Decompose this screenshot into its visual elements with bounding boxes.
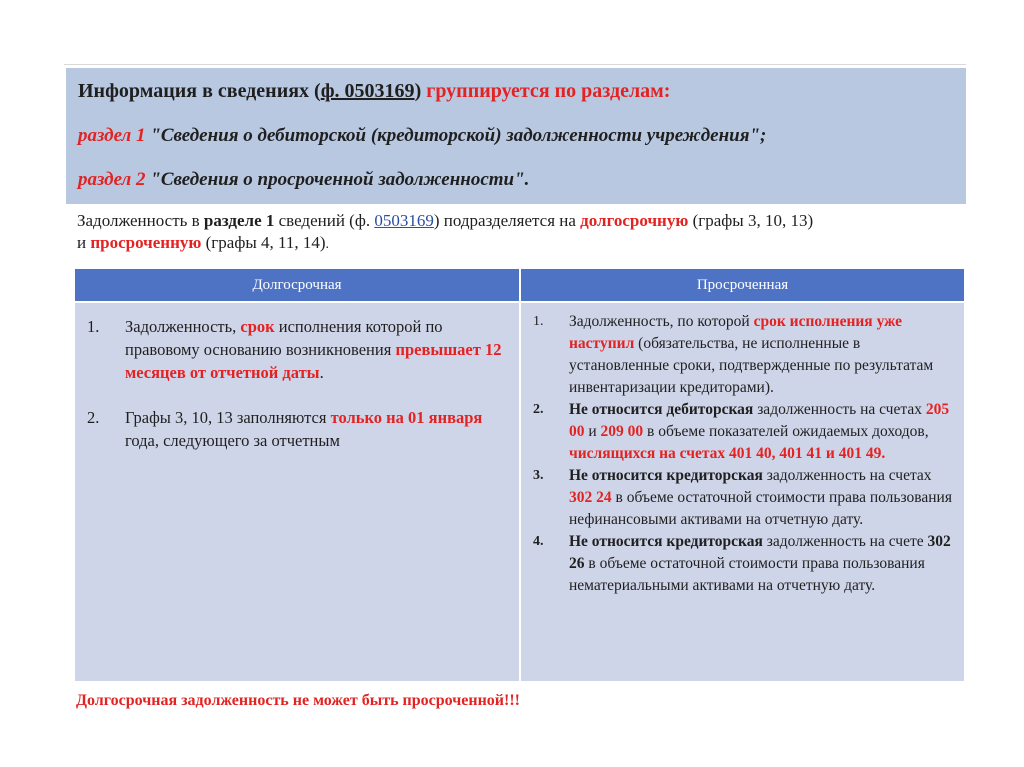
- list-number: 4.: [533, 534, 544, 549]
- item-text: в объеме остаточной стоимости права пользования нефинансовыми активами на отчетную дату.: [569, 489, 952, 528]
- header-box: [66, 68, 966, 204]
- intro-section-ref: разделе 1: [203, 211, 275, 230]
- list-number: 1.: [87, 317, 100, 336]
- item-text: (обязательства, не исполненные в установленные сроки, подтвержденные по результатам инвентаризации кредиторами).: [569, 335, 934, 396]
- item-text: Графы 3, 10, 13 заполняются: [125, 408, 331, 427]
- intro-text: и: [77, 233, 91, 252]
- list-item: [533, 465, 953, 531]
- title-suffix: группируется по разделам:: [421, 80, 671, 102]
- item-account: 302 24: [569, 489, 612, 506]
- top-divider: [64, 64, 966, 65]
- item-text: и: [584, 423, 601, 440]
- title-mid: ): [414, 80, 422, 102]
- column-header-overdue: Просроченная: [521, 269, 964, 301]
- form-code-link[interactable]: ф. 0503169: [320, 80, 415, 102]
- intro-text: (графы 3, 10, 13): [688, 211, 814, 230]
- title-prefix: Информация в сведениях (: [78, 80, 321, 102]
- longterm-list: [83, 315, 503, 452]
- list-item: [533, 399, 953, 465]
- item-lead: Не относится кредиторская: [569, 467, 763, 484]
- column-header-longterm: Долгосрочная: [75, 269, 519, 301]
- intro-text: ) подразделяется на: [433, 211, 581, 230]
- intro-longterm: долгосрочную: [580, 211, 689, 230]
- item-text: задолженность на счетах: [762, 467, 932, 484]
- item-text: исполнения которой по правовому основанию возникновения: [125, 317, 443, 359]
- item-text: в объеме остаточной стоимости права пользования нематериальными активами на отчетную дату.: [569, 555, 925, 594]
- item-account: 209 00: [600, 423, 644, 440]
- debt-table: [74, 268, 965, 682]
- item-highlight: срок: [240, 317, 275, 336]
- intro-form-link[interactable]: 0503169: [374, 211, 434, 230]
- section2-line: [78, 168, 954, 192]
- item-account: 302 26: [569, 533, 951, 572]
- item-account: 205 00: [569, 401, 950, 440]
- section2-label: раздел 2: [78, 169, 151, 190]
- section1-title: "Сведения о дебиторской (кредиторской) задолженности учреждения";: [150, 125, 767, 146]
- item-text: Задолженность, по которой: [569, 313, 754, 330]
- item-text: года, следующего за отчетным: [125, 431, 340, 450]
- list-number: 2.: [87, 408, 100, 427]
- item-text: задолженность на счете: [762, 533, 928, 550]
- footer-note: Долгосрочная задолженность не может быть просроченной!!!: [76, 692, 521, 709]
- item-text: .: [319, 363, 324, 382]
- intro-text: (графы 4, 11, 14): [201, 233, 326, 252]
- item-lead: Не относится кредиторская: [569, 533, 763, 550]
- item-highlight: превышает 12 месяцев от отчетной даты: [125, 340, 502, 382]
- intro-text: .: [325, 237, 330, 252]
- intro-text: сведений (ф.: [274, 211, 375, 230]
- list-item: [83, 406, 503, 452]
- list-item: [533, 311, 953, 399]
- item-highlight: срок исполнения уже наступил: [569, 313, 903, 352]
- section2-title: "Сведения о просроченной задолженности".: [150, 169, 530, 190]
- header-title: [78, 78, 954, 104]
- column-longterm: [75, 303, 519, 681]
- intro-text: Задолженность в: [77, 211, 204, 230]
- item-highlight: числящихся на счетах 401 40, 401 41 и 401 49.: [569, 445, 886, 462]
- section1-label: раздел 1: [78, 125, 151, 146]
- item-text: в объеме показателей ожидаемых доходов,: [643, 423, 929, 440]
- list-item: [83, 315, 503, 384]
- item-lead: Не относится дебиторская: [569, 401, 754, 418]
- list-number: 2.: [533, 402, 544, 417]
- item-highlight: только на 01 января: [330, 408, 483, 427]
- list-number: 3.: [533, 468, 544, 483]
- intro-overdue: просроченную: [90, 233, 202, 252]
- column-overdue: [521, 303, 964, 681]
- section1-line: [78, 124, 954, 148]
- list-number: 1.: [533, 314, 544, 329]
- item-text: задолженность на счетах: [753, 401, 926, 418]
- item-text: Задолженность,: [125, 317, 241, 336]
- overdue-list: [533, 311, 953, 597]
- intro-paragraph: [77, 210, 957, 256]
- list-item: [533, 531, 953, 597]
